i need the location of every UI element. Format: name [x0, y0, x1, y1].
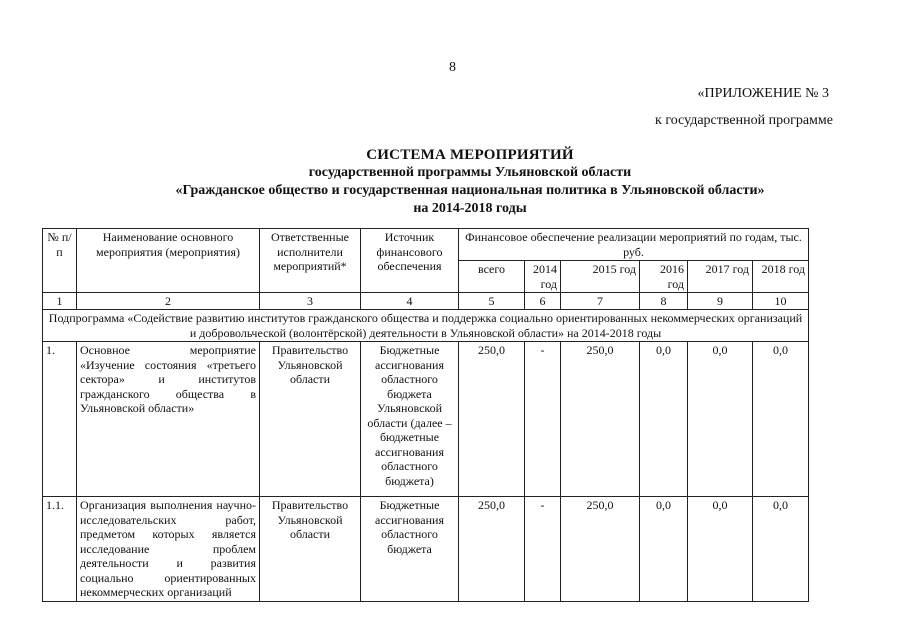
- amount-2018: 0,0: [753, 497, 809, 602]
- responsible-executor: Правительство Ульяновской области: [260, 497, 361, 602]
- measure-name: Основное мероприятие «Изучение состояния «третьего сектора» и институтов гражданского общества в Ульяновской области»: [77, 342, 260, 497]
- column-number: 2: [77, 293, 260, 310]
- appendix-title: «ПРИЛОЖЕНИЕ № 3: [697, 86, 829, 101]
- column-number: 4: [361, 293, 459, 310]
- appendix-subtitle: к государственной программе: [655, 113, 833, 128]
- amount-2014: -: [525, 497, 561, 602]
- column-number: 7: [561, 293, 640, 310]
- amount-2018: 0,0: [753, 342, 809, 497]
- header-2014: 2014 год: [525, 261, 561, 293]
- funding-source: Бюджетные ассигнования областного бюджета: [361, 497, 459, 602]
- document-title: [0, 146, 905, 218]
- column-number: 5: [459, 293, 525, 310]
- column-number: 9: [688, 293, 753, 310]
- title-line-1: СИСТЕМА МЕРОПРИЯТИЙ: [366, 147, 574, 163]
- amount-2015: 250,0: [561, 342, 640, 497]
- header-row-1: [43, 229, 809, 261]
- page-number: 8: [449, 60, 456, 75]
- amount-total: 250,0: [459, 342, 525, 497]
- subprogram-title: Подпрограмма «Содействие развитию институтов гражданского общества и поддержка социально ориентированных некоммерческих организаций и добровольческой (волонтёрской) деятельности в Ульяновской области» на 2014-2018 годы: [43, 310, 809, 342]
- header-2016: 2016 год: [640, 261, 688, 293]
- amount-2016: 0,0: [640, 342, 688, 497]
- column-number: 10: [753, 293, 809, 310]
- amount-2016: 0,0: [640, 497, 688, 602]
- row-number: 1.: [43, 342, 77, 497]
- column-number: 6: [525, 293, 561, 310]
- column-number: 8: [640, 293, 688, 310]
- title-line-4: на 2014-2018 годы: [413, 201, 527, 216]
- header-2018: 2018 год: [753, 261, 809, 293]
- header-2015: 2015 год: [561, 261, 640, 293]
- column-number-row: [43, 293, 809, 310]
- header-total: всего: [459, 261, 525, 293]
- column-number: 1: [43, 293, 77, 310]
- header-name: Наименование основного мероприятия (мероприятия): [77, 229, 260, 293]
- column-number: 3: [260, 293, 361, 310]
- funding-source: Бюджетные ассигнования областного бюджета Ульяновской области (далее – бюджетные ассигнования областного бюджета): [361, 342, 459, 497]
- header-source: Источник финансового обеспечения: [361, 229, 459, 293]
- subprogram-row: [43, 310, 809, 342]
- amount-2017: 0,0: [688, 342, 753, 497]
- amount-2014: -: [525, 342, 561, 497]
- header-financing: Финансовое обеспечение реализации мероприятий по годам, тыс. руб.: [459, 229, 809, 261]
- amount-2015: 250,0: [561, 497, 640, 602]
- header-num: № п/п: [43, 229, 77, 293]
- amount-total: 250,0: [459, 497, 525, 602]
- measures-table: [42, 228, 809, 602]
- header-2017: 2017 год: [688, 261, 753, 293]
- title-line-2: государственной программы Ульяновской области: [308, 165, 632, 180]
- header-responsible: Ответственные исполнители мероприятий*: [260, 229, 361, 293]
- table-row: [43, 497, 809, 602]
- row-number: 1.1.: [43, 497, 77, 602]
- title-line-3: «Гражданское общество и государственная национальная политика в Ульяновской области»: [175, 183, 765, 198]
- measure-name: Организация выполнения научно-исследовательских работ, предметом которых является исследование проблем деятельности и развития социально ориентированных некоммерческих организаций: [77, 497, 260, 602]
- responsible-executor: Правительство Ульяновской области: [260, 342, 361, 497]
- table-row: [43, 342, 809, 497]
- amount-2017: 0,0: [688, 497, 753, 602]
